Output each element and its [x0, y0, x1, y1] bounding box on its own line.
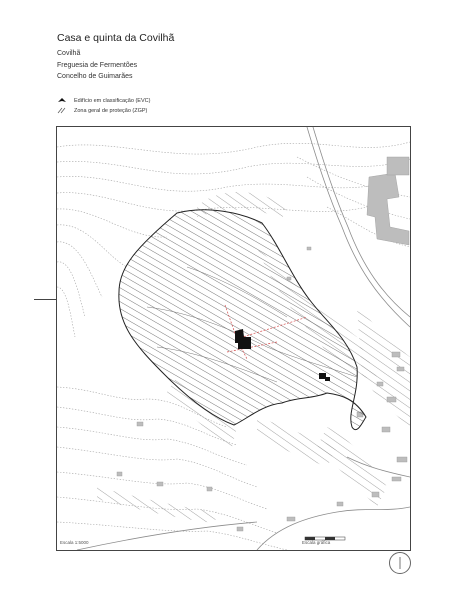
legend-label-zone: Zona geral de proteção (ZGP) [74, 107, 148, 114]
parish-name: Freguesia de Fermentões [57, 62, 138, 69]
legend-item-building [57, 97, 150, 104]
scale-label-right: Escala gráfica [302, 540, 331, 545]
locality-name: Covilhã [57, 50, 81, 57]
page-indicator-icon [389, 552, 411, 574]
legend-item-zone [57, 107, 147, 114]
map-frame[interactable] [56, 126, 411, 551]
hatched-zone-icon [57, 107, 69, 114]
scale-label-left: Escala 1:5000 [60, 540, 89, 545]
map-title: Casa e quinta da Covilhã [57, 32, 175, 44]
legend-label-building: Edifício em classificação (EVC) [74, 97, 151, 104]
margin-tick [34, 299, 56, 300]
map-canvas[interactable] [57, 127, 410, 550]
municipality-name: Concelho de Guimarães [57, 73, 133, 80]
building-marker-icon [57, 97, 69, 104]
